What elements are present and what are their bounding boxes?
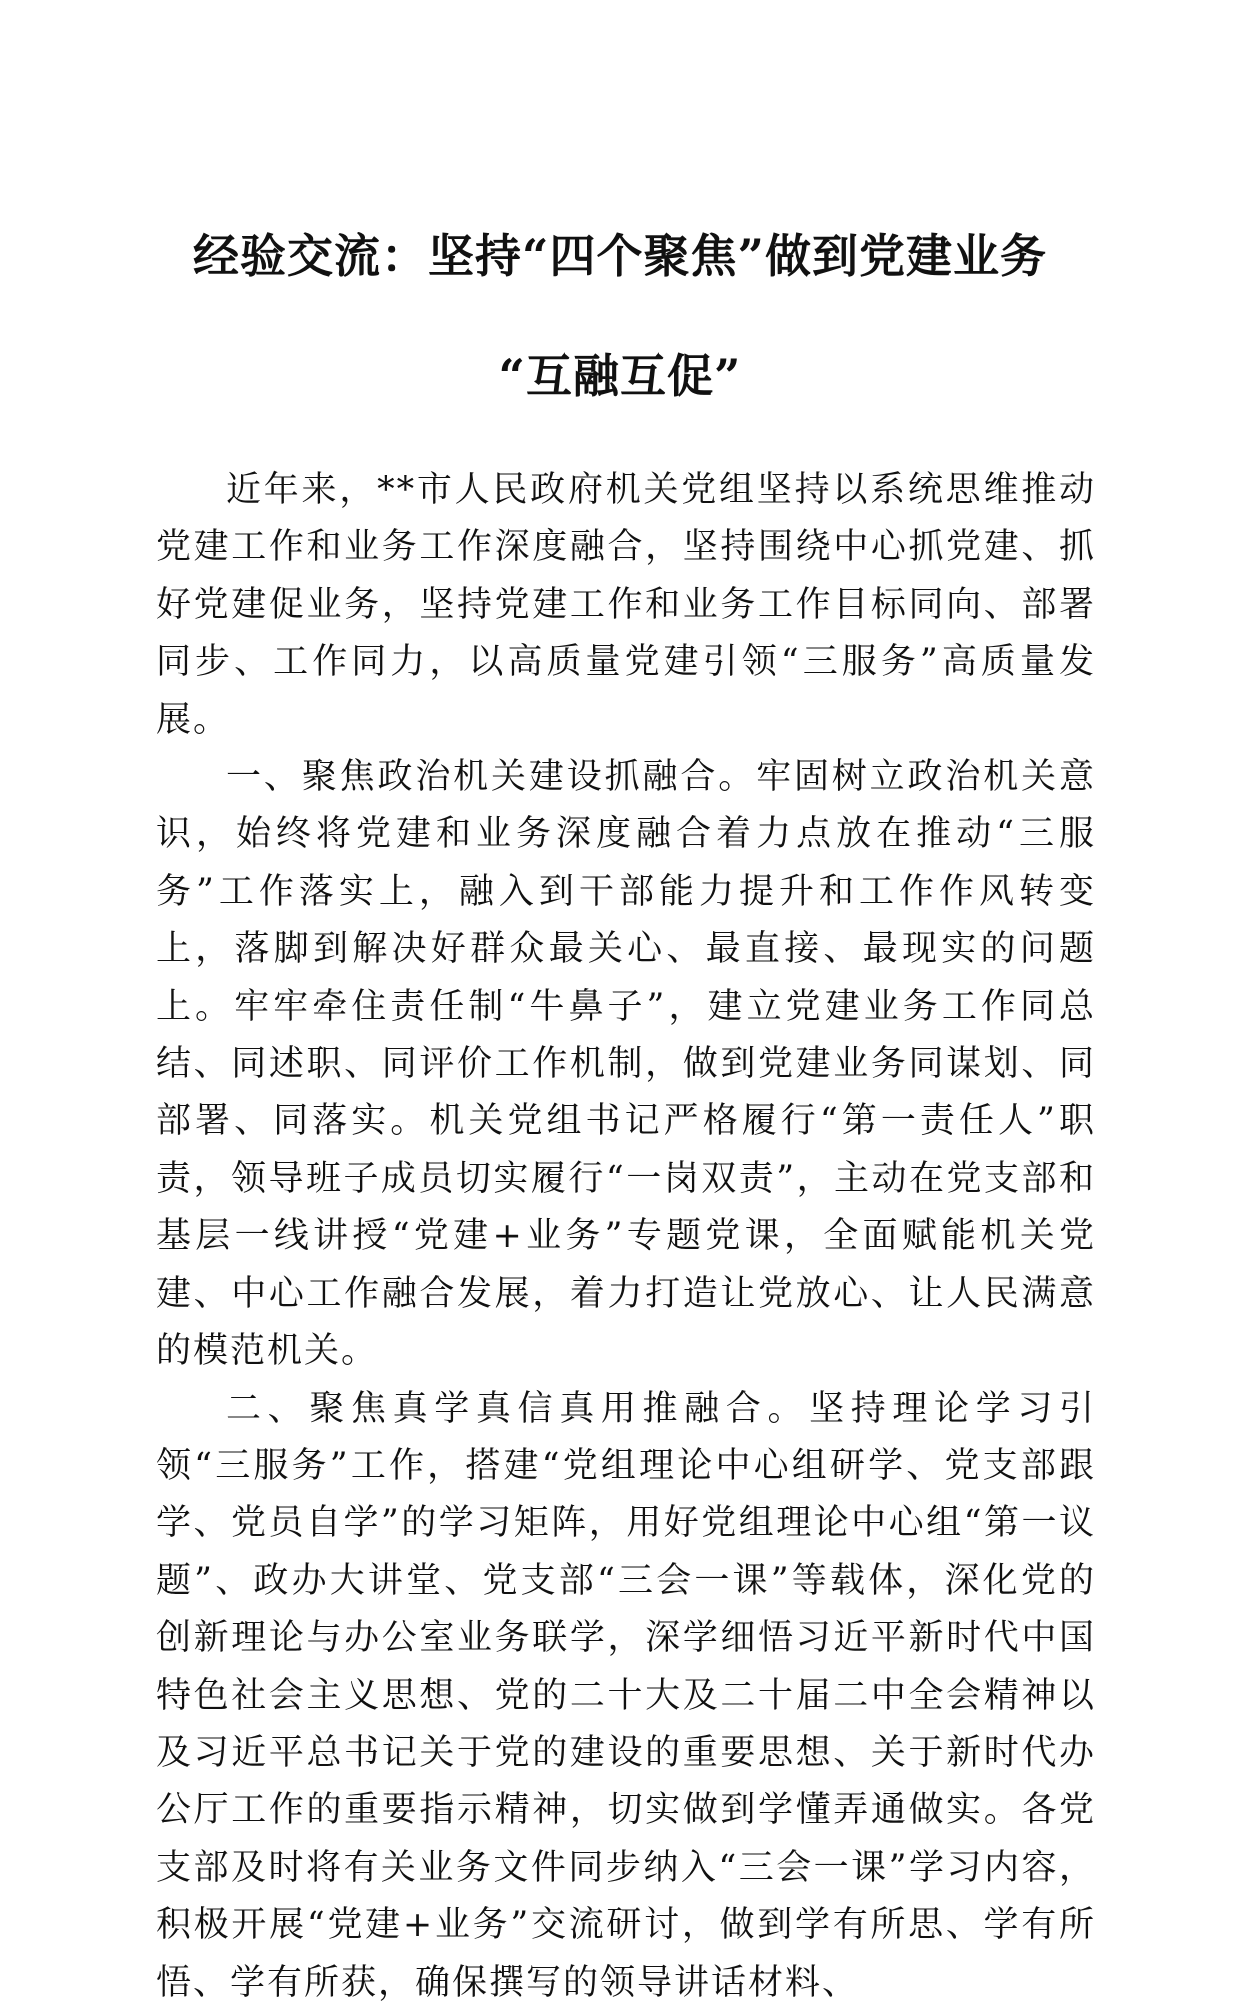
paragraph-section-1: 一、聚焦政治机关建设抓融合。牢固树立政治机关意识，始终将党建和业务深度融合着力点放在推动“三服务”工作落实上，融入到干部能力提升和工作作风转变上，落脚到解决好群众最关心、最直接、最现实的问题上。牢牢牵住责任制“牛鼻子”，建立党建业务工作同总结、同述职、同评价工作机制，做到党建业务同谋划、同部署、同落实。机关党组书记严格履行“第一责任人”职责，领导班子成员切实履行“一岗双责”，主动在党支部和基层一线讲授“党建+业务”专题党课，全面赋能机关党建、中心工作融合发展，着力打造让党放心、让人民满意的模范机关。 xyxy=(156,757,1096,1372)
document-title-line-2: “互融互促” xyxy=(498,349,742,403)
paragraph-section-2: 二、聚焦真学真信真用推融合。坚持理论学习引领“三服务”工作，搭建“党组理论中心组研学、党支部跟学、党员自学”的学习矩阵，用好党组理论中心组“第一议题”、政办大讲堂、党支部“三会一课”等载体，深化党的创新理论与办公室业务联学，深学细悟习近平新时代中国特色社会主义思想、党的二十大及二十届二中全会精神以及习近平总书记关于党的建设的重要思想、关于新时代办公厅工作的重要指示精神，切实做到学懂弄通做实。各党支部及时将有关业务文件同步纳入“三会一课”学习内容，积极开展“党建+业务”交流研讨，做到学有所思、学有所悟、学有所获，确保撰写的领导讲话材料、 xyxy=(156,1388,1096,2003)
paragraph-intro: 近年来，**市人民政府机关党组坚持以系统思维推动党建工作和业务工作深度融合，坚持围绕中心抓党建、抓好党建促业务，坚持党建工作和业务工作目标同向、部署同步、工作同力，以高质量党建引领“三服务”高质量发展。 xyxy=(156,470,1096,740)
document-body xyxy=(156,462,1096,2012)
document-title-line-1: 经验交流：坚持“四个聚焦”做到党建业务 xyxy=(193,229,1047,283)
